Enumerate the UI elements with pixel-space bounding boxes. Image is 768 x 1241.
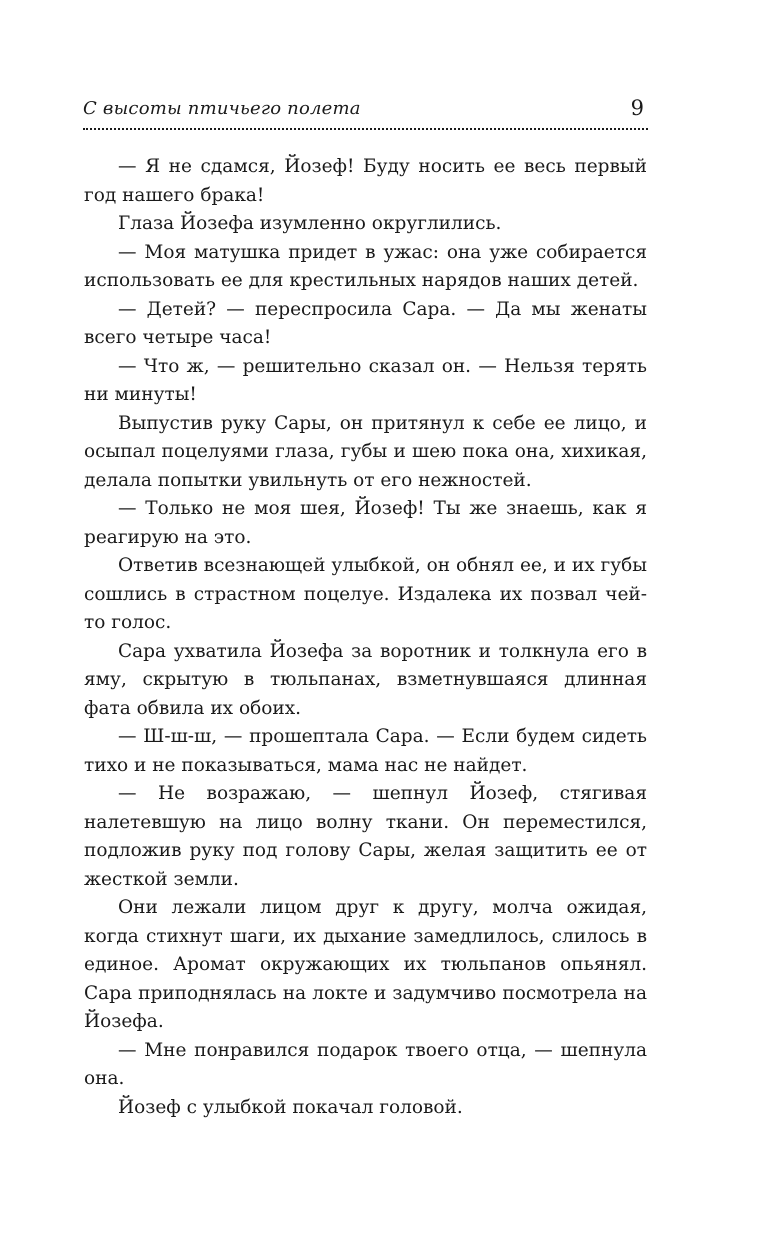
paragraph: Глаза Йозефа изумленно округлились. [118,213,502,234]
page-number: 9 [630,96,644,120]
dotted-rule [83,128,648,130]
running-title: С высоты птичьего полета [83,98,361,119]
paragraph: — Детей? — переспросила Сара. — Да мы женаты всего четыре часа! [84,298,647,348]
paragraph: — Я не сдамся, Йозеф! Буду носить ее весь первый год нашего брака! [84,156,647,206]
paragraph: Сара ухватила Йозефа за воротник и толкнула его в яму, скрытую в тюльпанах, взметнувшаяся длинная фата обвила их обоих. [84,640,647,719]
paragraph: — Не возражаю, — шепнул Йозеф, стягивая налетевшую на лицо волну ткани. Он переместился, подложив руку под голову Сары, желая защитить ее от жесткой земли. [84,783,647,890]
running-header [83,94,648,134]
paragraph: Они лежали лицом друг к другу, молча ожидая, когда стихнут шаги, их дыхание замедлилось, слилось в единое. Аромат окружающих их тюльпанов опьянял. Сара приподнялась на локте и задумчиво посмотрела на Йозефа. [84,897,647,1032]
paragraph: — Моя матушка придет в ужас: она уже собирается использовать ее для крестильных нарядов наших детей. [84,241,647,291]
paragraph: Йозеф с улыбкой покачал головой. [118,1096,463,1118]
paragraph: — Только не моя шея, Йозеф! Ты же знаешь, как я реагирую на это. [84,498,647,548]
paragraph: Ответив всезнающей улыбкой, он обнял ее, и их губы сошлись в страстном поцелуе. Издалека их позвал чей-то голос. [84,555,647,633]
paragraph: — Мне понравился подарок твоего отца, — шепнула она. [84,1039,647,1089]
paragraph: Выпустив руку Сары, он притянул к себе ее лицо, и осыпал поцелуями глаза, губы и шею пока она, хихикая, делала попытки увильнуть от его нежностей. [84,412,647,491]
paragraph: — Ш-ш-ш, — прошептала Сара. — Если будем сидеть тихо и не показываться, мама нас не найдет. [84,726,647,776]
body-text [84,153,647,1122]
paragraph: — Что ж, — решительно сказал он. — Нельзя терять ни минуты! [84,355,647,405]
